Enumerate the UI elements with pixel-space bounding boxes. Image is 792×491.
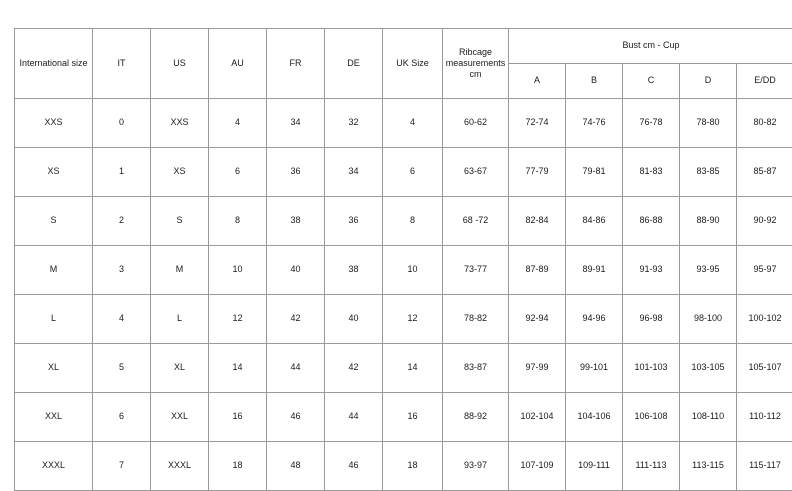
- cell-us: XXXL: [151, 442, 209, 491]
- cell-fr: 42: [267, 295, 325, 344]
- cell-de: 32: [325, 99, 383, 148]
- cell-fr: 48: [267, 442, 325, 491]
- cell-us: S: [151, 197, 209, 246]
- column-header-au: AU: [209, 29, 267, 99]
- cell-de: 40: [325, 295, 383, 344]
- cell-cup-a: 72-74: [509, 99, 566, 148]
- cell-it: 2: [93, 197, 151, 246]
- cell-us: M: [151, 246, 209, 295]
- cell-fr: 44: [267, 344, 325, 393]
- cell-international-size: M: [15, 246, 93, 295]
- table-row: [15, 393, 792, 442]
- cell-au: 12: [209, 295, 267, 344]
- cell-fr: 34: [267, 99, 325, 148]
- cell-uk: 16: [383, 393, 443, 442]
- cell-cup-b: 74-76: [566, 99, 623, 148]
- cell-international-size: XS: [15, 148, 93, 197]
- cell-us: XXS: [151, 99, 209, 148]
- cell-fr: 40: [267, 246, 325, 295]
- cell-cup-c: 106-108: [623, 393, 680, 442]
- cell-cup-edd: 115-117: [737, 442, 792, 491]
- cell-de: 46: [325, 442, 383, 491]
- table-row: [15, 99, 792, 148]
- cell-international-size: XL: [15, 344, 93, 393]
- cell-ribcage: 93-97: [443, 442, 509, 491]
- cell-us: XXL: [151, 393, 209, 442]
- cell-uk: 14: [383, 344, 443, 393]
- cell-au: 16: [209, 393, 267, 442]
- cell-de: 34: [325, 148, 383, 197]
- cell-au: 6: [209, 148, 267, 197]
- cell-cup-edd: 80-82: [737, 99, 792, 148]
- cell-cup-edd: 90-92: [737, 197, 792, 246]
- table-header: [15, 29, 792, 99]
- column-header-fr: FR: [267, 29, 325, 99]
- cell-it: 5: [93, 344, 151, 393]
- cell-cup-b: 104-106: [566, 393, 623, 442]
- column-header-cup-edd: E/DD: [737, 64, 792, 99]
- cell-uk: 12: [383, 295, 443, 344]
- cell-fr: 38: [267, 197, 325, 246]
- cell-cup-b: 84-86: [566, 197, 623, 246]
- column-header-cup-a: A: [509, 64, 566, 99]
- size-conversion-table: [14, 28, 792, 491]
- cell-cup-c: 96-98: [623, 295, 680, 344]
- cell-au: 18: [209, 442, 267, 491]
- cell-ribcage: 68 -72: [443, 197, 509, 246]
- cell-de: 44: [325, 393, 383, 442]
- cell-cup-edd: 100-102: [737, 295, 792, 344]
- cell-it: 4: [93, 295, 151, 344]
- cell-cup-edd: 95-97: [737, 246, 792, 295]
- cell-cup-edd: 105-107: [737, 344, 792, 393]
- table-row: [15, 197, 792, 246]
- cell-cup-d: 83-85: [680, 148, 737, 197]
- cell-cup-b: 109-111: [566, 442, 623, 491]
- cell-cup-d: 93-95: [680, 246, 737, 295]
- column-header-de: DE: [325, 29, 383, 99]
- cell-cup-a: 82-84: [509, 197, 566, 246]
- cell-de: 36: [325, 197, 383, 246]
- column-header-cup-c: C: [623, 64, 680, 99]
- cell-cup-d: 88-90: [680, 197, 737, 246]
- cell-uk: 4: [383, 99, 443, 148]
- cell-it: 0: [93, 99, 151, 148]
- cell-cup-a: 92-94: [509, 295, 566, 344]
- table-row: [15, 442, 792, 491]
- cell-cup-a: 87-89: [509, 246, 566, 295]
- cell-international-size: S: [15, 197, 93, 246]
- column-header-international-size: International size: [15, 29, 93, 99]
- cell-ribcage: 83-87: [443, 344, 509, 393]
- cell-fr: 36: [267, 148, 325, 197]
- cell-cup-d: 108-110: [680, 393, 737, 442]
- cell-ribcage: 73-77: [443, 246, 509, 295]
- cell-ribcage: 88-92: [443, 393, 509, 442]
- cell-cup-b: 99-101: [566, 344, 623, 393]
- cell-cup-d: 103-105: [680, 344, 737, 393]
- cell-it: 3: [93, 246, 151, 295]
- cell-cup-d: 98-100: [680, 295, 737, 344]
- column-header-ribcage-measurements: Ribcage measurements cm: [443, 29, 509, 99]
- cell-cup-b: 79-81: [566, 148, 623, 197]
- cell-uk: 8: [383, 197, 443, 246]
- cell-us: XL: [151, 344, 209, 393]
- table-row: [15, 246, 792, 295]
- cell-cup-b: 94-96: [566, 295, 623, 344]
- column-header-cup-b: B: [566, 64, 623, 99]
- cell-cup-c: 91-93: [623, 246, 680, 295]
- cell-uk: 6: [383, 148, 443, 197]
- cell-de: 42: [325, 344, 383, 393]
- cell-it: 6: [93, 393, 151, 442]
- column-header-us: US: [151, 29, 209, 99]
- table-body: [15, 99, 792, 491]
- cell-it: 7: [93, 442, 151, 491]
- cell-de: 38: [325, 246, 383, 295]
- cell-cup-edd: 85-87: [737, 148, 792, 197]
- cell-ribcage: 78-82: [443, 295, 509, 344]
- cell-ribcage: 63-67: [443, 148, 509, 197]
- cell-cup-c: 101-103: [623, 344, 680, 393]
- table-row: [15, 148, 792, 197]
- cell-international-size: L: [15, 295, 93, 344]
- column-group-header-bust-cup: Bust cm - Cup: [509, 29, 792, 64]
- cell-uk: 10: [383, 246, 443, 295]
- cell-cup-c: 76-78: [623, 99, 680, 148]
- cell-uk: 18: [383, 442, 443, 491]
- cell-international-size: XXL: [15, 393, 93, 442]
- table-row: [15, 295, 792, 344]
- cell-cup-a: 107-109: [509, 442, 566, 491]
- header-row-primary: [15, 29, 792, 64]
- cell-us: XS: [151, 148, 209, 197]
- cell-fr: 46: [267, 393, 325, 442]
- cell-au: 14: [209, 344, 267, 393]
- cell-cup-a: 77-79: [509, 148, 566, 197]
- cell-cup-d: 113-115: [680, 442, 737, 491]
- cell-it: 1: [93, 148, 151, 197]
- cell-international-size: XXXL: [15, 442, 93, 491]
- cell-au: 4: [209, 99, 267, 148]
- column-header-cup-d: D: [680, 64, 737, 99]
- column-header-uk-size: UK Size: [383, 29, 443, 99]
- cell-cup-c: 111-113: [623, 442, 680, 491]
- cell-cup-c: 86-88: [623, 197, 680, 246]
- cell-au: 10: [209, 246, 267, 295]
- cell-cup-edd: 110-112: [737, 393, 792, 442]
- cell-au: 8: [209, 197, 267, 246]
- cell-ribcage: 60-62: [443, 99, 509, 148]
- cell-cup-c: 81-83: [623, 148, 680, 197]
- cell-cup-a: 102-104: [509, 393, 566, 442]
- cell-cup-a: 97-99: [509, 344, 566, 393]
- cell-cup-b: 89-91: [566, 246, 623, 295]
- cell-international-size: XXS: [15, 99, 93, 148]
- cell-us: L: [151, 295, 209, 344]
- column-header-it: IT: [93, 29, 151, 99]
- cell-cup-d: 78-80: [680, 99, 737, 148]
- table-row: [15, 344, 792, 393]
